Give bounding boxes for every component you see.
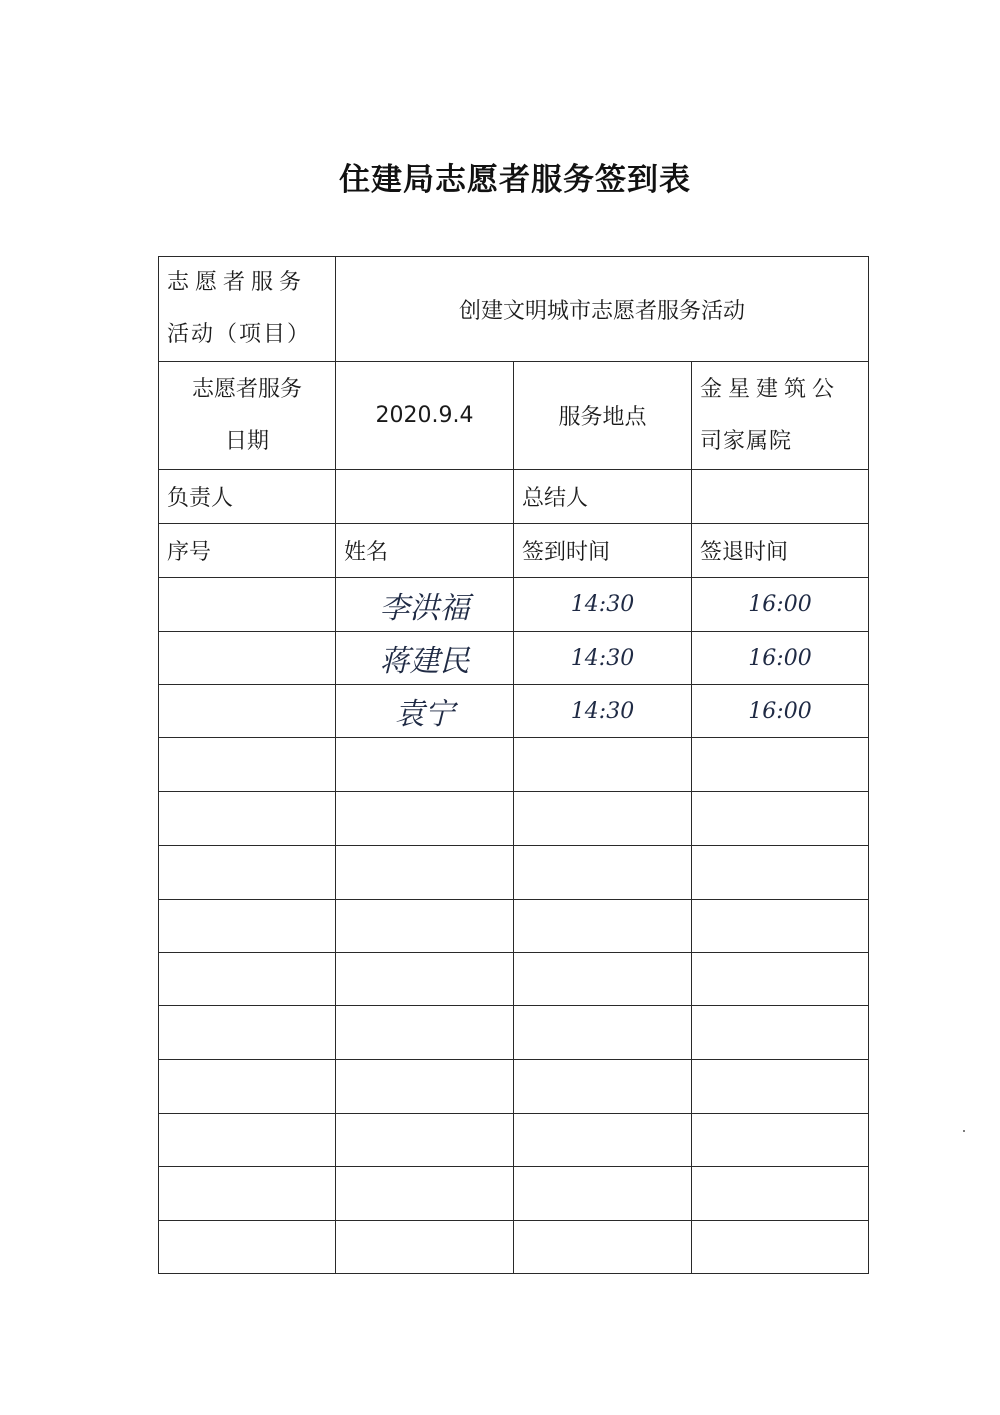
row-checkout-value: 16:00: [748, 645, 812, 671]
row-name-cell[interactable]: [336, 900, 514, 953]
row-checkin-cell[interactable]: [514, 632, 692, 685]
row-name-cell[interactable]: [336, 685, 514, 738]
table-row: [159, 632, 869, 685]
date-location-row: [159, 362, 869, 470]
row-checkout-cell[interactable]: [692, 1114, 869, 1167]
table-row: [159, 1167, 869, 1221]
row-no-cell[interactable]: [159, 738, 336, 792]
row-checkout-cell[interactable]: [692, 1167, 869, 1221]
row-name-cell[interactable]: [336, 1006, 514, 1060]
row-no-cell[interactable]: [159, 792, 336, 846]
header-name: 姓名: [344, 540, 389, 565]
row-name-cell[interactable]: [336, 953, 514, 1006]
sign-in-sheet: [158, 256, 869, 1274]
leader-label: 负责人: [167, 486, 234, 511]
summarizer-value-cell[interactable]: [692, 470, 869, 524]
row-checkout-value: 16:00: [748, 698, 812, 724]
row-no-cell[interactable]: [159, 632, 336, 685]
leader-value-cell[interactable]: [336, 470, 514, 524]
header-row: [159, 524, 869, 578]
header-no: 序号: [167, 540, 212, 565]
header-checkin: 签到时间: [522, 540, 611, 565]
row-checkin-value: 14:30: [570, 698, 635, 724]
row-no-cell[interactable]: [159, 685, 336, 738]
date-label-line2: 日期: [224, 428, 269, 454]
row-no-cell[interactable]: [159, 1167, 336, 1221]
row-checkin-cell[interactable]: [514, 738, 692, 792]
activity-label-line1: 志愿者服务: [167, 270, 308, 295]
row-checkout-cell[interactable]: [692, 738, 869, 792]
table-row: [159, 738, 869, 792]
row-name-value: 袁宁: [394, 697, 455, 732]
row-no-cell[interactable]: [159, 1060, 336, 1114]
date-label-line1: 志愿者服务: [191, 376, 302, 402]
row-name-cell[interactable]: [336, 846, 514, 900]
header-cell-checkin: [514, 524, 692, 578]
header-cell-no: [159, 524, 336, 578]
leader-row: [159, 470, 869, 524]
row-checkin-cell[interactable]: [514, 953, 692, 1006]
activity-value-cell[interactable]: [336, 257, 869, 362]
table-row: [159, 578, 869, 632]
row-name-cell[interactable]: [336, 792, 514, 846]
row-no-cell[interactable]: [159, 1221, 336, 1274]
row-checkout-value: 16:00: [748, 592, 812, 617]
table-row: [159, 792, 869, 846]
header-cell-name: [336, 524, 514, 578]
location-label-cell: [514, 362, 692, 470]
row-checkout-cell[interactable]: [692, 1060, 869, 1114]
table-row: [159, 900, 869, 953]
summarizer-label-cell: [514, 470, 692, 524]
table-row: [159, 1060, 869, 1114]
table-row: [159, 846, 869, 900]
row-checkout-cell[interactable]: [692, 685, 869, 738]
table-row: [159, 1114, 869, 1167]
table-row: [159, 953, 869, 1006]
row-name-cell[interactable]: [336, 632, 514, 685]
row-checkout-cell[interactable]: [692, 792, 869, 846]
table-row: [159, 1006, 869, 1060]
location-label: 服务地点: [558, 405, 647, 430]
location-value-cell[interactable]: [692, 362, 869, 470]
table-row: [159, 1221, 869, 1274]
row-name-cell[interactable]: [336, 578, 514, 632]
row-name-cell[interactable]: [336, 1060, 514, 1114]
row-name-cell[interactable]: [336, 1167, 514, 1221]
row-name-cell[interactable]: [336, 1114, 514, 1167]
row-checkin-value: 14:30: [570, 592, 635, 617]
row-checkin-cell[interactable]: [514, 1114, 692, 1167]
row-no-cell[interactable]: [159, 1114, 336, 1167]
scan-speck: [963, 1130, 965, 1132]
row-checkout-cell[interactable]: [692, 953, 869, 1006]
location-value-line1: 金星建筑公: [700, 376, 841, 402]
activity-label-line2: 活动（项目）: [167, 322, 312, 347]
row-checkin-cell[interactable]: [514, 685, 692, 738]
row-checkin-cell[interactable]: [514, 1167, 692, 1221]
date-label-cell: [159, 362, 336, 470]
row-no-cell[interactable]: [159, 846, 336, 900]
row-checkout-cell[interactable]: [692, 900, 869, 953]
row-checkin-cell[interactable]: [514, 1221, 692, 1274]
row-checkout-cell[interactable]: [692, 632, 869, 685]
row-no-cell[interactable]: [159, 953, 336, 1006]
row-no-cell[interactable]: [159, 578, 336, 632]
row-checkout-cell[interactable]: [692, 1221, 869, 1274]
location-value-line2: 司家属院: [700, 428, 793, 454]
row-checkin-cell[interactable]: [514, 900, 692, 953]
row-checkout-cell[interactable]: [692, 846, 869, 900]
row-checkout-cell[interactable]: [692, 578, 869, 632]
header-cell-checkout: [692, 524, 869, 578]
activity-row: [159, 257, 869, 362]
row-checkin-cell[interactable]: [514, 578, 692, 632]
row-checkout-cell[interactable]: [692, 1006, 869, 1060]
row-name-value: 蒋建民: [379, 644, 470, 679]
row-checkin-cell[interactable]: [514, 1006, 692, 1060]
row-no-cell[interactable]: [159, 900, 336, 953]
activity-value: 创建文明城市志愿者服务活动: [458, 298, 745, 324]
row-name-cell[interactable]: [336, 1221, 514, 1274]
row-no-cell[interactable]: [159, 1006, 336, 1060]
table-row: [159, 685, 869, 738]
activity-label-cell: [159, 257, 336, 362]
row-checkin-cell[interactable]: [514, 792, 692, 846]
row-checkin-value: 14:30: [570, 645, 635, 671]
summarizer-label: 总结人: [522, 486, 589, 511]
header-checkout: 签退时间: [700, 540, 789, 565]
row-name-cell[interactable]: [336, 738, 514, 792]
row-name-value: 李洪福: [379, 590, 470, 626]
date-value-cell[interactable]: [336, 362, 514, 470]
row-checkin-cell[interactable]: [514, 1060, 692, 1114]
row-checkin-cell[interactable]: [514, 846, 692, 900]
page-title: 住建局志愿者服务签到表: [339, 162, 691, 198]
leader-label-cell: [159, 470, 336, 524]
date-value: 2020.9.4: [375, 403, 474, 428]
